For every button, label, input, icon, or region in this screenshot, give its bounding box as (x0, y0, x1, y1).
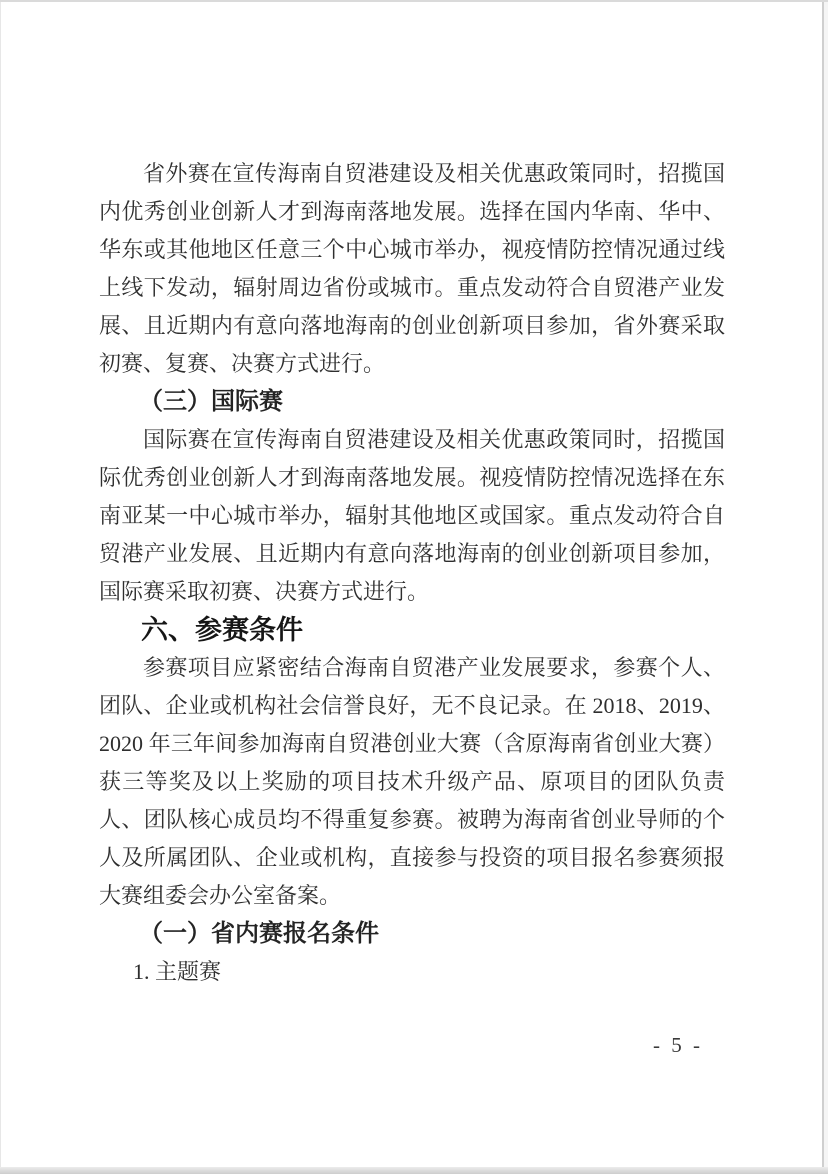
scan-edge-left (0, 2, 1, 1167)
sub-section-heading: （一）省内赛报名条件 (139, 921, 379, 947)
document-body (99, 155, 725, 991)
scan-edge-top (0, 0, 828, 2)
sub-section-heading: （三）国际赛 (139, 389, 283, 415)
section-heading: 六、参赛条件 (141, 615, 303, 645)
body-paragraph: 参赛项目应紧密结合海南自贸港产业发展要求，参赛个人、团队、企业或机构社会信誉良好，无不良记录。在 2018、2019、2020 年三年间参加海南自贸港创业大赛（含原海南省创业大赛）获三等奖及以上奖励的项目技术升级产品、原项目的团队负责人、团队核心成员均不得重复参赛。被聘为海南省创业导师的个人及所属团队、企业或机构，直接参与投资的项目报名参赛须报大赛组委会办公室备案。 (99, 655, 725, 908)
body-paragraph: 省外赛在宣传海南自贸港建设及相关优惠政策同时，招揽国内优秀创业创新人才到海南落地发展。选择在国内华南、华中、华东或其他地区任意三个中心城市举办，视疫情防控情况通过线上线下发动，辐射周边省份或城市。重点发动符合自贸港产业发展、且近期内有意向落地海南的创业创新项目参加，省外赛采取初赛、复赛、决赛方式进行。 (99, 161, 725, 376)
list-item: 1. 主题赛 (133, 959, 222, 984)
body-paragraph: 国际赛在宣传海南自贸港建设及相关优惠政策同时，招揽国际优秀创业创新人才到海南落地发展。视疫情防控情况选择在东南亚某一中心城市举办，辐射其他地区或国家。重点发动符合自贸港产业发展、且近期内有意向落地海南的创业创新项目参加，国际赛采取初赛、决赛方式进行。 (99, 427, 725, 604)
scan-edge-bottom (0, 1167, 828, 1174)
scan-edge-right (822, 2, 824, 1167)
page-number: - 5 - (653, 1033, 703, 1057)
scan-margin-right (824, 2, 828, 1167)
